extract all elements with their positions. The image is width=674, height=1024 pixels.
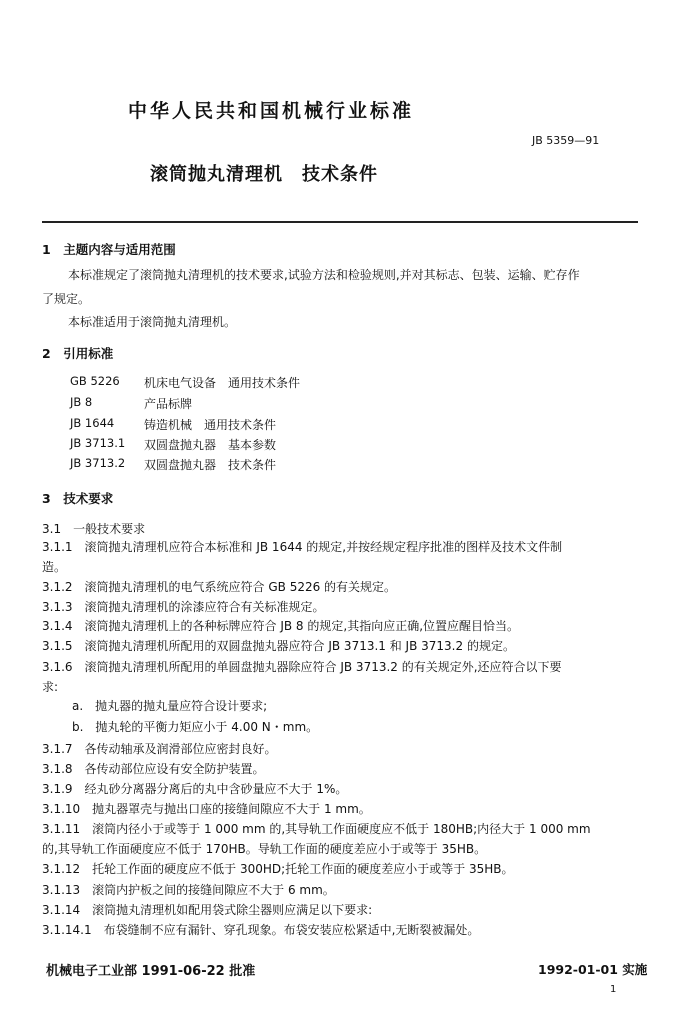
clause-line: 的,其导轨工作面硬度应不低于 170HB。导轨工作面的硬度差应小于或等于 35HB。 [42,842,487,856]
reference-name: 产品标牌 [144,397,193,411]
reference-name: 双圆盘抛丸器 技术条件 [144,458,277,472]
reference-code: JB 3713.1 [70,436,126,450]
clause-line: 3.1.12 托轮工作面的硬度应不低于 300HD;托轮工作面的硬度差应小于或等于 35HB。 [42,862,514,876]
reference-name: 机床电气设备 通用技术条件 [144,376,301,390]
reference-name: 双圆盘抛丸器 基本参数 [144,438,277,452]
reference-code: JB 8 [70,395,93,409]
clause-line: 3.1.14.1 布袋缝制不应有漏针、穿孔现象。布袋安装应松紧适中,无断裂被漏处。 [42,923,480,937]
clause-line: 3.1.7 各传动轴承及润滑部位应密封良好。 [42,742,277,756]
section-heading-1: 1 主题内容与适用范围 [42,242,176,257]
clause-line: 求: [42,680,59,694]
clause-line: 3.1.1 滚筒抛丸清理机应符合本标准和 JB 1644 的规定,并按经规定程序批准的图样及技术文件制 [42,540,563,554]
clause-line: 造。 [42,560,67,574]
subsection-heading: 3.1 一般技术要求 [42,522,146,536]
reference-name: 铸造机械 通用技术条件 [144,418,277,432]
section-heading-3: 3 技术要求 [42,491,114,506]
section-heading-2: 2 引用标准 [42,346,114,361]
paragraph-line: 本标准适用于滚筒抛丸清理机。 [68,315,237,329]
clause-line: 3.1.14 滚筒抛丸清理机如配用袋式除尘器则应满足以下要求: [42,903,373,917]
clause-line: 3.1.11 滚筒内径小于或等于 1 000 mm 的,其导轨工作面硬度应不低于 180HB;内径大于 1 000 mm [42,822,591,836]
title-divider [42,221,638,223]
paragraph-line: 了规定。 [42,292,91,306]
standard-category-title: 中华人民共和国机械行业标准 [128,100,415,122]
clause-line: 3.1.13 滚筒内护板之间的接缝间隙应不大于 6 mm。 [42,883,335,897]
reference-code: JB 1644 [70,416,115,430]
clause-line: 3.1.3 滚筒抛丸清理机的涂漆应符合有关标准规定。 [42,600,325,614]
list-item: b. 抛丸轮的平衡力矩应小于 4.00 N・mm。 [72,720,319,734]
clause-line: 3.1.10 抛丸器罩壳与抛出口座的接缝间隙应不大于 1 mm。 [42,802,371,816]
clause-line: 3.1.9 经丸砂分离器分离后的丸中含砂量应不大于 1%。 [42,782,348,796]
clause-line: 3.1.4 滚筒抛丸清理机上的各种标牌应符合 JB 8 的规定,其指向应正确,位置应醒目恰当。 [42,619,520,633]
reference-code: GB 5226 [70,374,120,388]
clause-line: 3.1.2 滚筒抛丸清理机的电气系统应符合 GB 5226 的有关规定。 [42,580,397,594]
approval-line: 机械电子工业部 1991-06-22 批准 [46,964,256,979]
reference-code: JB 3713.2 [70,456,126,470]
paragraph-line: 本标准规定了滚筒抛丸清理机的技术要求,试验方法和检验规则,并对其标志、包装、运输、贮存作 [68,268,580,282]
document-title: 滚筒抛丸清理机 技术条件 [150,164,378,185]
standard-number: JB 5359—91 [532,134,600,147]
page-number: 1 [610,984,617,995]
clause-line: 3.1.8 各传动部位应设有安全防护装置。 [42,762,265,776]
implementation-date: 1992-01-01 实施 [538,962,648,977]
clause-line: 3.1.5 滚筒抛丸清理机所配用的双圆盘抛丸器应符合 JB 3713.1 和 JB 3713.2 的规定。 [42,639,515,653]
list-item: a. 抛丸器的抛丸量应符合设计要求; [72,699,268,713]
clause-line: 3.1.6 滚筒抛丸清理机所配用的单圆盘抛丸器除应符合 JB 3713.2 的有关规定外,还应符合以下要 [42,660,562,674]
